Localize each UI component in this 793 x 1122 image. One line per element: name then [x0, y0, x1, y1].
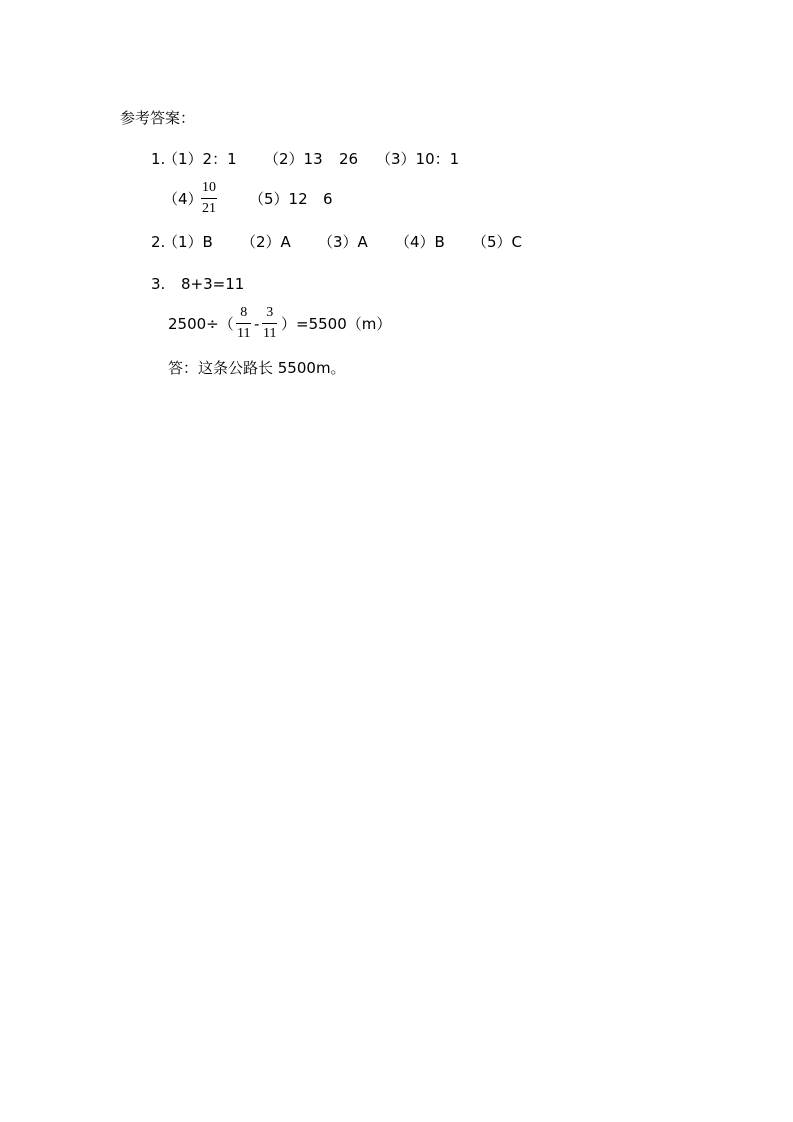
q1-part2: （2）13	[264, 150, 323, 168]
q1-part3: （3）10：1	[376, 150, 460, 168]
q3-minus-sign: -	[254, 315, 260, 333]
q2-answer-3: （3）A	[318, 233, 368, 251]
q1-part4-fraction	[201, 180, 217, 217]
q3-number: 3.	[151, 275, 166, 293]
q2-answer-1: （1）B	[163, 233, 213, 251]
q2-number: 2.	[151, 233, 166, 251]
q3-fraction-2	[262, 305, 277, 342]
q1-part2-second: 26	[339, 150, 359, 168]
q1-part4-label: （4）	[163, 190, 203, 208]
fraction-denominator: 11	[263, 326, 277, 341]
q2-answer-2: （2）A	[241, 233, 291, 251]
fraction-numerator: 8	[240, 305, 248, 320]
q3-step1: 8+3=11	[181, 275, 245, 293]
q1-part5-second: 6	[323, 190, 333, 208]
fraction-numerator: 10	[202, 180, 216, 195]
page-heading: 参考答案：	[120, 109, 196, 127]
q3-fraction-1	[236, 305, 251, 342]
q3-step2-prefix: 2500÷（	[168, 315, 234, 333]
fraction-denominator: 21	[202, 201, 216, 216]
q2-answer-5: （5）C	[472, 233, 523, 251]
q3-step2-suffix: ）=5500（m）	[281, 315, 392, 333]
q2-answer-4: （4）B	[395, 233, 445, 251]
q3-final-answer: 答：这条公路长 5500m。	[168, 359, 346, 377]
fraction-denominator: 11	[237, 326, 251, 341]
fraction-numerator: 3	[266, 305, 274, 320]
q1-part5: （5）12	[249, 190, 308, 208]
q1-part1: （1）2：1	[163, 150, 237, 168]
q1-number: 1.	[151, 150, 166, 168]
